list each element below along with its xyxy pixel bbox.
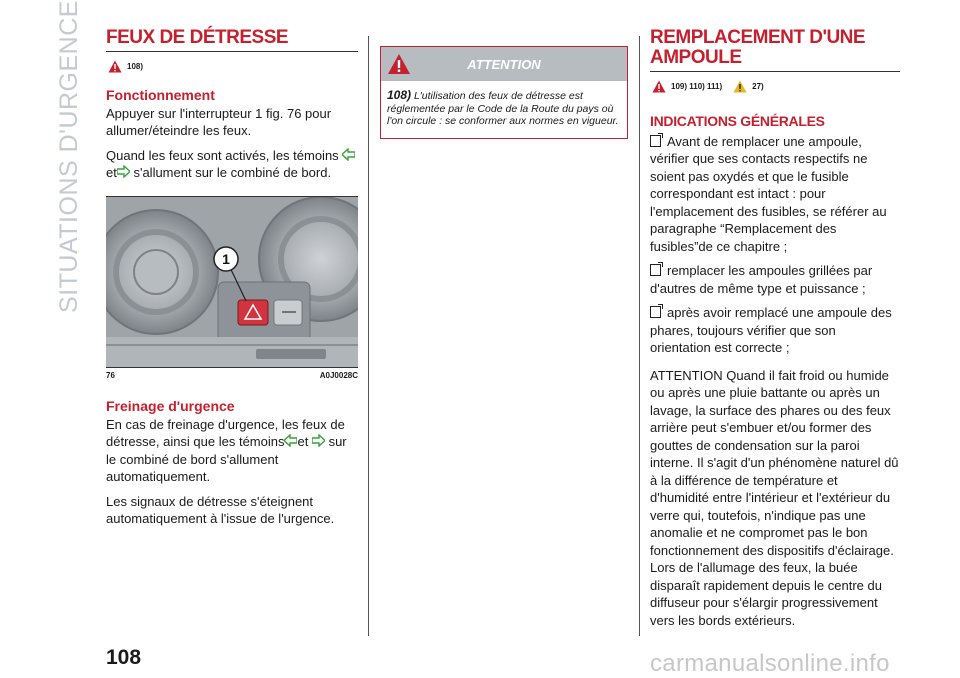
column-hazard-lights	[106, 28, 358, 535]
note-text: L'utilisation des feux de détresse est réglementée par le Code de la Route du pays où l'on circule : se conformer aux normes en vigueur.	[387, 90, 619, 127]
paragraph-condensation: ATTENTION Quand il fait froid ou humide ou après une pluie battante ou après un lavage, la surface des phares ou des feux arrière peut s'embuer et/ou former des gouttes de condensation sur la paroi interne. Il s'agit d'un phénomène naturel dû à la différence de température et d'humidité entre l'intérieur et l'extérieur du verre qui, toutefois, n'indique pas une anomalie et ne compromet pas le bon fonctionnement des dispositifs d'éclairage. Lors de l'allumage des feux, la buée disparaît rapidement depuis le centre du diffuseur pour s'élargir progressivement vers les bords extérieurs.	[650, 367, 899, 628]
warning-ref-numbers: 109) 110) 111)	[671, 81, 723, 91]
caution-triangle-icon	[733, 80, 747, 93]
paragraph: Quand les feux sont activés, les témoins et s'allument sur le combiné de bord.	[106, 147, 358, 182]
section-side-label	[54, 0, 84, 313]
watermark: carmanualsonline.info	[650, 650, 890, 677]
right-turn-signal-icon	[312, 434, 325, 447]
checkbox-bullet-icon	[650, 135, 661, 147]
hazard-switch-illustration	[106, 197, 358, 367]
list-item: Avant de remplacer une ampoule, vérifier que ses contacts respectifs ne soient pas oxydés et que le fusible correspondant est intact : pour l'emplacement des fusibles, se référer au paragraphe “Remplacement des fusibles”de ce chapitre ;	[650, 133, 887, 254]
figure-hazard-switch	[106, 196, 358, 368]
column-bulb-replacement	[650, 28, 900, 636]
paragraph: En cas de freinage d'urgence, les feux de détresse, ainsi que les témoins et sur le combiné de bord s'allument automatiquement.	[106, 416, 347, 485]
warning-triangle-icon	[387, 53, 411, 75]
subheading-general: INDICATIONS GÉNÉRALES	[650, 112, 825, 129]
list-item: après avoir remplacé une ampoule des phares, toujours vérifier que son orientation est correcte ;	[650, 305, 892, 356]
warning-reference	[108, 60, 358, 73]
attention-box	[380, 46, 628, 139]
list-item: remplacer les ampoules grillées par d'autres de même type et puissance ;	[650, 263, 873, 296]
page-number: 108	[106, 646, 142, 669]
section-title-bulb: REMPLACEMENT D'UNE AMPOULE	[650, 28, 900, 72]
attention-title: ATTENTION	[467, 56, 541, 72]
figure-caption	[106, 371, 358, 380]
right-turn-signal-icon	[117, 165, 130, 178]
attention-note	[381, 81, 627, 138]
warning-reference	[652, 80, 900, 93]
note-number: 108)	[387, 88, 412, 102]
warning-ref-number: 108)	[127, 61, 144, 71]
figure-code: A0J0028C	[319, 370, 358, 380]
warning-triangle-icon	[652, 80, 666, 93]
warning-triangle-icon	[108, 60, 122, 73]
caution-ref-number: 27)	[752, 81, 764, 91]
column-divider	[639, 36, 640, 636]
left-turn-signal-icon	[342, 148, 355, 161]
column-attention	[380, 28, 628, 139]
section-side-label-text: SITUATIONS D'URGENCE	[54, 0, 83, 313]
paragraph: Les signaux de détresse s'éteignent automatiquement à l'issue de l'urgence.	[106, 493, 335, 527]
subheading-operation: Fonctionnement	[106, 86, 215, 103]
subheading-emergency-braking: Freinage d'urgence	[106, 397, 235, 414]
checkbox-bullet-icon	[650, 306, 661, 318]
paragraph: Appuyer sur l'interrupteur 1 fig. 76 pour allumer/éteindre les feux.	[106, 105, 332, 139]
figure-callout-number: 1	[222, 250, 230, 267]
checkbox-bullet-icon	[650, 264, 661, 276]
column-divider	[368, 36, 369, 636]
left-turn-signal-icon	[284, 434, 297, 447]
section-title-hazard: FEUX DE DÉTRESSE	[106, 28, 358, 52]
figure-number: 76	[106, 370, 115, 380]
attention-header	[381, 47, 627, 81]
